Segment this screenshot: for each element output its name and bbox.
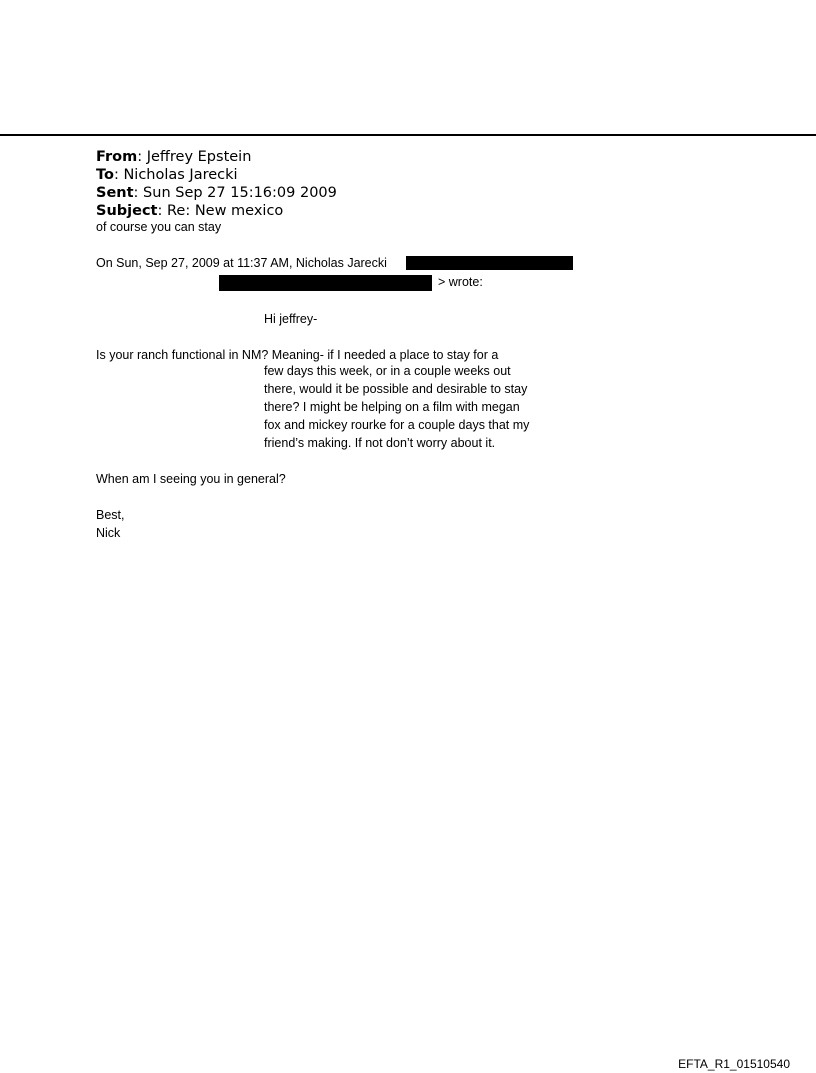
- quote-intro-tail: > wrote:: [438, 275, 483, 289]
- signature: Nick: [96, 526, 121, 540]
- sent-line: Sent: Sun Sep 27 15:16:09 2009: [96, 185, 337, 201]
- document-id: EFTA_R1_01510540: [678, 1057, 790, 1071]
- email-header: [96, 148, 337, 220]
- greeting: Hi jeffrey-: [264, 312, 318, 326]
- paragraph-1-continuation: [264, 362, 584, 452]
- signoff: Best,: [96, 508, 125, 522]
- subject-line: Subject: Re: New mexico: [96, 203, 284, 219]
- from-line: From: Jeffrey Epstein: [96, 149, 252, 165]
- paragraph-line: there? I might be helping on a film with megan: [264, 400, 520, 414]
- quote-intro: On Sun, Sep 27, 2009 at 11:37 AM, Nicholas Jarecki: [96, 256, 387, 270]
- paragraph-line: fox and mickey rourke for a couple days that my: [264, 418, 530, 432]
- redaction-block: [406, 256, 573, 270]
- header-divider: [0, 134, 816, 136]
- paragraph-1-first-line: Is your ranch functional in NM? Meaning- if I needed a place to stay for a: [96, 348, 499, 362]
- paragraph-line: friend’s making. If not don’t worry about it.: [264, 436, 496, 450]
- to-line: To: Nicholas Jarecki: [96, 167, 238, 183]
- paragraph-2: When am I seeing you in general?: [96, 472, 286, 486]
- paragraph-line: there, would it be possible and desirable to stay: [264, 382, 528, 396]
- paragraph-line: few days this week, or in a couple weeks out: [264, 364, 511, 378]
- reply-text: of course you can stay: [96, 220, 222, 234]
- redaction-block: [219, 275, 432, 291]
